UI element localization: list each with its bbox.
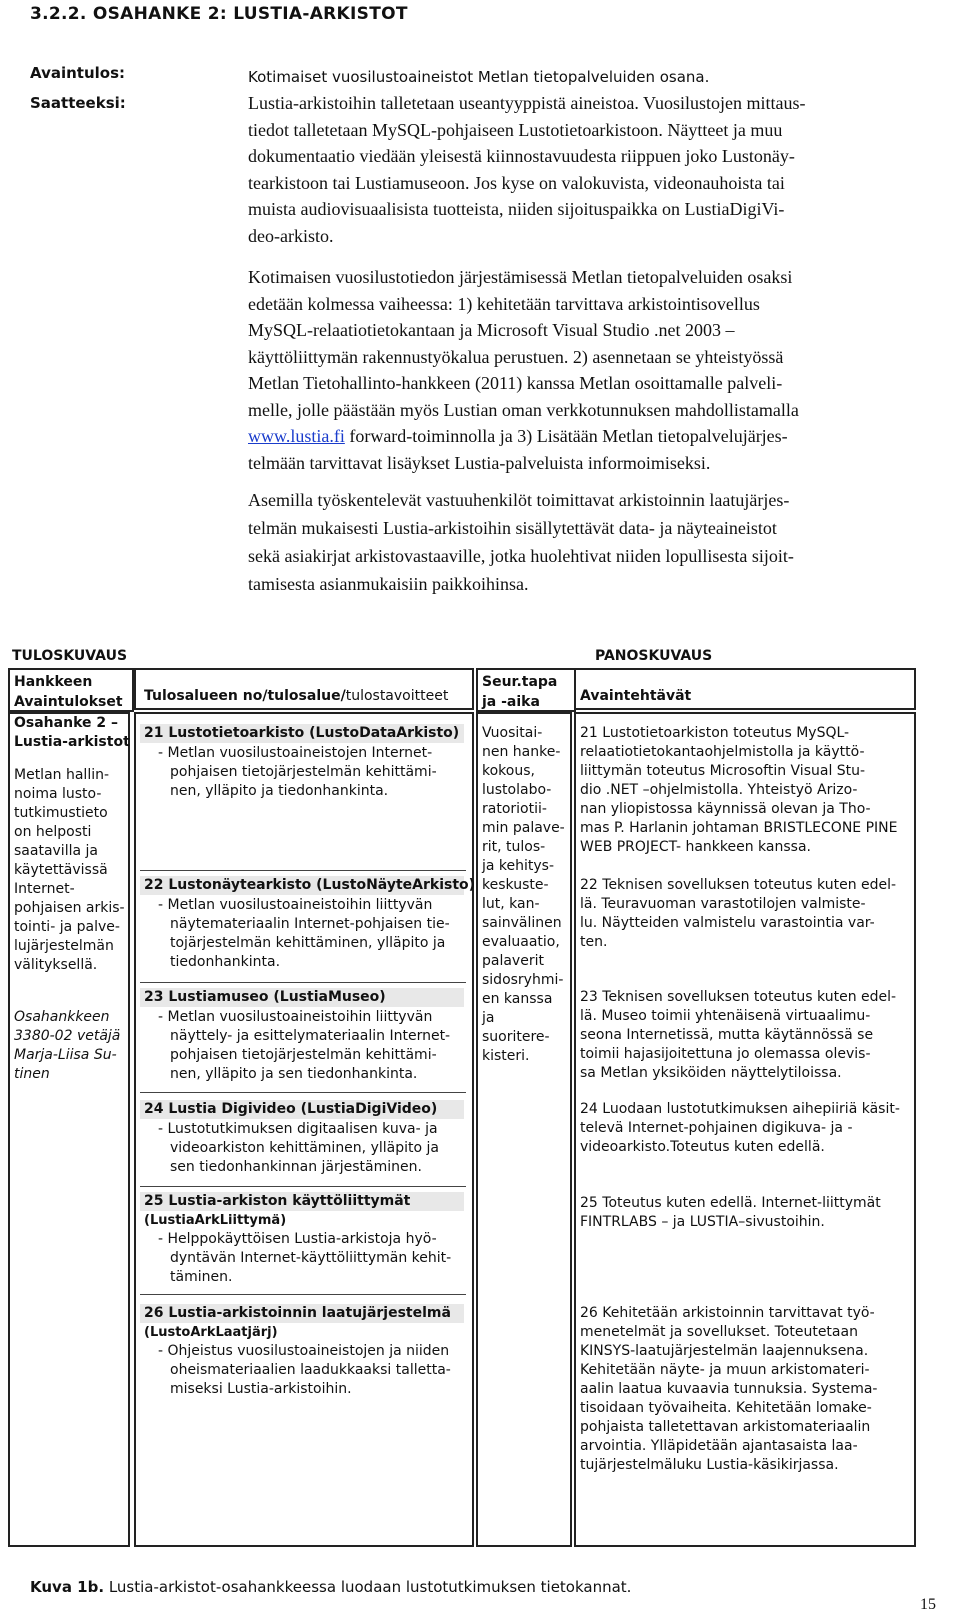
text-line: telmän mukaisesti Lustia-arkistoihin sisällytettävät data- ja näyteaineistot [248,518,777,538]
section-divider [140,982,466,983]
header-text: Avaintehtävät [580,688,692,704]
text-line: Metlan Tietohallinto-hankkeen (2011) kanssa Metlan osoittamalle palveli- [248,373,783,393]
text-line: - Metlan vuosilustoaineistojen Internet- [158,745,433,761]
text-line: keskuste- [482,877,549,893]
section-22-body [158,896,450,972]
text-line: saatavilla ja [14,843,98,859]
text-line: videoarkisto.Toteutus kuten edellä. [580,1139,825,1155]
text-line: relaatiotietokantaohjelmistolla ja käyttö- [580,744,865,760]
header-bold: Tulosalueen no/tulosalue/ [144,688,346,704]
text-line: oheismateriaalien laadukkaaksi talletta- [170,1362,451,1378]
section-26-body [158,1342,451,1399]
text-line: nen, ylläpito ja sen tiedonhankinta. [170,1066,418,1082]
text-line: Osahankkeen [14,1009,110,1025]
section-26-subtitle: (LustoArkLaatjärj) [144,1325,278,1340]
text-line: WEB PROJECT- hankkeen kanssa. [580,839,811,855]
text-line: suoritere- [482,1029,550,1045]
text-line: tiedonhankinta. [170,954,281,970]
text-line: Internet- [14,881,75,897]
header-text: Hankkeen [14,674,93,690]
text-line: rit, tulos- [482,839,546,855]
text-line: aalin laatua kuvaavia tunnuksia. Systema- [580,1381,878,1397]
avaintehtava-22 [580,876,896,952]
avaintehtava-24 [580,1100,900,1157]
section-21-body [158,744,437,801]
text-line: lut, kan- [482,896,540,912]
section-divider [140,1294,466,1295]
text-line: sidosryhmi- [482,972,564,988]
text-line: pohjaisen tietojärjestelmän kehittämi- [170,764,437,780]
text-line: - Ohjeistus vuosilustoaineistojen ja niiden [158,1343,450,1359]
text-line: toimii hajasijoitettuna jo olemassa olevis- [580,1046,871,1062]
text-line: noima lusto- [14,786,102,802]
avaintehtava-23 [580,988,896,1083]
text-line: - Lustotutkimuksen digitaalisen kuva- ja [158,1121,438,1137]
tuloskuvaus-title: TULOSKUVAUS [12,648,128,664]
text-line: käyttöliittymän rakennustyökalua perustuen. 2) asennetaan se yhteistyössä [248,346,784,367]
text-line: edetään kolmessa vaiheessa: 1) kehitetään tarvittava arkistointisovellus [248,293,760,314]
text-line: ten. [580,934,608,950]
text-line: lu. Näytteiden valmistelu varastointia var- [580,915,875,931]
section-24-title: 24 Lustia Digivideo (LustiaDigiVideo) [140,1100,464,1119]
text-line: 22 Teknisen sovelluksen toteutus kuten edel- [580,877,897,893]
text-line: on helposti [14,824,92,840]
text-line: evaluaatio, [482,934,560,950]
avaintulos-description [14,766,125,975]
header-tulosalue [134,668,474,710]
text-line: lujärjestelmän [14,938,114,954]
caption-text: Lustia-arkistot-osahankkeessa luodaan lustotutkimuksen tietokannat. [104,1578,632,1596]
header-avaintehtavat [574,668,916,710]
text-line: seona Internetissä, mutta käytännössä se [580,1027,874,1043]
avaintulos-label: Avaintulos: [30,64,126,82]
section-divider [140,1186,466,1187]
text-line: lustolabo- [482,782,552,798]
avaintulos-text: Kotimaiset vuosilustoaineistot Metlan tietopalveluiden osana. [248,68,710,86]
caption-label: Kuva 1b. [30,1578,105,1596]
section-21-title: 21 Lustotietoarkisto (LustoDataArkisto) [140,724,464,743]
header-text: Seur.tapa [482,674,558,690]
text-line: tiedot talletetaan MySQL-pohjaiseen Lustotietoarkistoon. Näytteet ja muu [248,119,783,140]
text-line: televä Internet-pohjainen digikuva- ja - [580,1120,853,1136]
header-avaintulokset [8,668,134,712]
section-divider [140,870,466,871]
text-line: - Metlan vuosilustoaineistoihin liittyvän [158,1009,433,1025]
text-line: välityksellä. [14,957,98,973]
text-line: 21 Lustotietoarkiston toteutus MySQL- [580,725,850,741]
text-line: pohjaisen tietojärjestelmän kehittämi- [170,1047,437,1063]
text-line: dio .NET –ohjelmistolla. Yhteistyö Arizo- [580,782,858,798]
text-line: Metlan hallin- [14,767,110,783]
text-line: 26 Kehitetään arkistoinnin tarvittavat työ- [580,1305,875,1321]
text-line: dyntävän Internet-käyttöliittymän kehit- [170,1250,452,1266]
text-line: min palave- [482,820,565,836]
text-line: MySQL-relaatiotietokantaan ja Microsoft Visual Studio .net 2003 – [248,320,735,340]
text-line: näytemateriaalin Internet-pohjaisen tie- [170,916,450,932]
saatteeksi-paragraph-2 [248,264,923,476]
header-text: Avaintulokset [14,694,123,710]
text-line: videoarkiston kehittäminen, ylläpito ja [170,1140,439,1156]
page-number: 15 [920,1596,936,1613]
section-25-body [158,1230,451,1287]
text-line: 25 Toteutus kuten edellä. Internet-liittymät [580,1195,881,1211]
text-line: täminen. [170,1269,233,1285]
section-divider [140,1092,466,1093]
section-23-title: 23 Lustiamuseo (LustiaMuseo) [140,988,464,1007]
header-text: ja -aika [482,694,540,710]
text-line: pohjaisen arkis- [14,900,125,916]
text-line: Lustia-arkistot [14,734,130,750]
text-line: Osahanke 2 – [14,715,118,731]
text-line: Kotimaisen vuosilustotiedon järjestämisessä Metlan tietopalveluiden osaksi [248,267,793,287]
text-line: pohjaista talletettavan arkistomateriaalin [580,1419,871,1435]
text-line: kisteri. [482,1048,530,1064]
text-line: miseksi Lustia-arkistoihin. [170,1381,352,1397]
text-line: ratoriotii- [482,801,547,817]
project-figure [8,648,938,1547]
text-line: ja kehitys- [482,858,555,874]
text-line: tojärjestelmän kehittäminen, ylläpito ja [170,935,446,951]
osahanke-leader [14,1008,120,1084]
text-line: tujärjestelmäluku Lustia-käsikirjassa. [580,1457,839,1473]
text-line: 23 Teknisen sovelluksen toteutus kuten edel- [580,989,897,1005]
text-line: nan yliopistossa käynnissä olevan ja Tho- [580,801,871,817]
header-seurantatapa [476,668,576,712]
text-line: Lustia-arkistoihin talletetaan useantyyppistä aineistoa. Vuosilustojen mittaus- [248,93,806,113]
figure-caption [30,1578,631,1596]
text-line: nen, ylläpito ja tiedonhankinta. [170,783,389,799]
text-line: telmään tarvittavat lisäykset Lustia-palveluista informoimiseksi. [248,452,711,473]
text-line: Marja-Liisa Su- [14,1047,117,1063]
text-line: - Helppokäyttöisen Lustia-arkistoja hyö- [158,1231,437,1247]
text-line: kokous, [482,763,535,779]
text-line: tointi- ja palve- [14,919,120,935]
text-line: käytettävissä [14,862,108,878]
text-line: 3380-02 vetäjä [14,1028,121,1044]
text-line: ja [482,1010,495,1026]
section-25-title: 25 Lustia-arkiston käyttöliittymät [140,1192,464,1211]
text-line: muista audiovisuaalisista tuotteista, niiden sijoituspaikka on LustiaDigiVi- [248,199,785,219]
text-line: Kehitetään näyte- ja muun arkistomateri- [580,1362,870,1378]
panoskuvaus-title: PANOSKUVAUS [595,648,713,664]
text-line: melle, jolle päästään myös Lustian oman verkkotunnuksen mahdollistamalla [248,399,799,420]
text-line: lä. Teuravuoman varastotilojen valmiste- [580,896,866,912]
text-line: tinen [14,1066,50,1082]
text-line: sen tiedonhankinnan järjestäminen. [170,1159,422,1175]
text-line: deo-arkisto. [248,225,334,246]
text-line: - Metlan vuosilustoaineistoihin liittyvän [158,897,433,913]
text-line: sekä asiakirjat arkistovastaaville, jotka huolehtivat niiden lopullisesta sijoit- [248,546,794,566]
text-line: tisoidaan työvaiheita. Kehitetään lomake- [580,1400,872,1416]
header-text [144,686,448,706]
seurantatapa-text [482,724,565,1066]
text-line: tutkimustieto [14,805,108,821]
text-line: FINTRLABS – ja LUSTIA–sivustoihin. [580,1214,825,1230]
osahanke-title [14,714,130,752]
section-26-title: 26 Lustia-arkistoinnin laatujärjestelmä [140,1304,464,1323]
saatteeksi-paragraph-1 [248,90,923,249]
avaintehtava-25 [580,1194,881,1232]
section-25-subtitle: (LustiaArkLiittymä) [144,1213,287,1228]
text-line: 24 Luodaan lustotutkimuksen aihepiiriä käsit- [580,1101,900,1117]
text-line: KINSYS-laatujärjestelmän laajennuksena. [580,1343,869,1359]
text-line: mas P. Harlanin johtaman BRISTLECONE PINE [580,820,898,836]
text-line: tamisesta asianmukaisiin paikkoihinsa. [248,574,529,594]
avaintehtava-21 [580,724,897,857]
section-23-body [158,1008,450,1084]
header-normal: tulostavoitteet [345,688,449,704]
text-line: dokumentaatio viedään yleisestä kiinnostavuudesta riippuen joko Lustonäy- [248,146,795,166]
text-line: sa Metlan yksiköiden näyttelytiloissa. [580,1065,842,1081]
text-line [248,423,923,450]
text-line: palaverit [482,953,544,969]
text-line: sainvälinen [482,915,562,931]
link-tail-text: forward-toiminnolla ja 3) Lisätään Metlan tietopalvelujärjes- [344,426,788,446]
lustia-website-link[interactable]: www.lustia.fi [248,426,345,446]
text-line: liittymän toteutus Microsoftin Visual Stu- [580,763,866,779]
saatteeksi-label: Saatteeksi: [30,94,126,112]
section-heading: 3.2.2. OSAHANKE 2: LUSTIA-ARKISTOT [30,4,408,24]
text-line: tearkistoon tai Lustiamuseoon. Jos kyse on valokuvista, videonauhoista tai [248,172,785,193]
section-24-body [158,1120,439,1177]
avaintehtava-26 [580,1304,878,1475]
text-line: näyttely- ja esittelymateriaalin Internet- [170,1028,451,1044]
text-line: Vuositai- [482,725,543,741]
section-22-title: 22 Lustonäytearkisto (LustoNäyteArkisto) [140,876,464,895]
text-line: lä. Museo toimii yhtenäisenä virtuaalimu- [580,1008,871,1024]
text-line: arvointia. Ylläpidetään ajantasaista laa- [580,1438,858,1454]
text-line: nen hanke- [482,744,561,760]
text-line: Asemilla työskentelevät vastuuhenkilöt toimittavat arkistoinnin laatujärjes- [248,490,790,510]
text-line: menetelmät ja sovellukset. Toteutetaan [580,1324,858,1340]
saatteeksi-paragraph-3 [248,486,923,598]
text-line: en kanssa [482,991,553,1007]
